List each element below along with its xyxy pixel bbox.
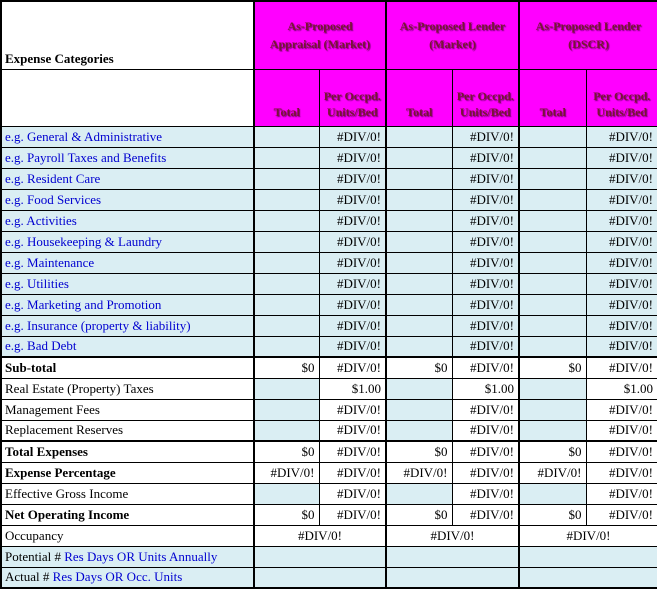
cell[interactable] [386,147,452,168]
table-row [1,420,657,441]
cell[interactable]: #DIV/0! [319,294,386,315]
cell[interactable] [519,315,586,336]
table-row [1,168,657,189]
cell[interactable]: #DIV/0! [586,399,657,420]
cell-merged[interactable] [254,567,386,588]
cell-merged[interactable] [519,546,657,567]
cell[interactable]: #DIV/0! [452,357,519,378]
cell[interactable]: #DIV/0! [319,357,386,378]
cell[interactable] [386,168,452,189]
cell[interactable] [386,126,452,147]
table-row [1,546,657,567]
table-row [1,252,657,273]
cell[interactable] [254,273,319,294]
cell[interactable] [254,231,319,252]
cell[interactable]: #DIV/0! [452,231,519,252]
cell[interactable]: #DIV/0! [452,273,519,294]
row-label[interactable] [1,546,254,567]
cell[interactable] [519,168,586,189]
row-label[interactable]: Occupancy [1,525,254,546]
cell[interactable]: #DIV/0! [319,231,386,252]
cell[interactable] [254,147,319,168]
cell[interactable]: $0 [254,441,319,462]
cell[interactable]: #DIV/0! [452,126,519,147]
cell[interactable]: #DIV/0! [319,273,386,294]
cell[interactable]: #DIV/0! [319,504,386,525]
cell[interactable]: #DIV/0! [319,168,386,189]
cell[interactable] [519,273,586,294]
cell-merged[interactable] [386,567,519,588]
cell[interactable]: $0 [386,357,452,378]
table-row [1,294,657,315]
row-label[interactable]: Replacement Reserves [1,420,254,441]
cell[interactable] [519,231,586,252]
cell-merged[interactable] [519,567,657,588]
group-header-appraisal-market[interactable]: As-Proposed Appraisal (Market) [254,1,386,69]
cell[interactable]: #DIV/0! [319,126,386,147]
group-header-row [1,1,657,69]
cell[interactable]: #DIV/0! [586,315,657,336]
table-row [1,126,657,147]
cell[interactable]: #DIV/0! [452,294,519,315]
cell[interactable]: $1.00 [452,378,519,399]
expense-categories-header[interactable]: Expense Categories [1,1,254,69]
cell[interactable]: #DIV/0! [452,441,519,462]
cell[interactable]: #DIV/0! [319,483,386,504]
table-row [1,462,657,483]
row-label[interactable]: Net Operating Income [1,504,254,525]
cell[interactable] [254,336,319,357]
table-row [1,273,657,294]
cell[interactable]: #DIV/0! [452,336,519,357]
row-label[interactable]: Management Fees [1,399,254,420]
cell[interactable]: $1.00 [319,378,386,399]
cell[interactable] [386,315,452,336]
cell[interactable]: $1.00 [586,378,657,399]
cell[interactable]: #DIV/0! [319,336,386,357]
cell[interactable]: $0 [519,504,586,525]
cell[interactable]: #DIV/0! [586,462,657,483]
table-row [1,378,657,399]
cell[interactable]: #DIV/0! [586,294,657,315]
row-label[interactable]: e.g. Utilities [1,273,254,294]
cell[interactable]: #DIV/0! [319,210,386,231]
cell[interactable] [519,147,586,168]
cell[interactable]: #DIV/0! [452,252,519,273]
cell-merged[interactable]: #DIV/0! [519,525,657,546]
cell[interactable]: #DIV/0! [319,189,386,210]
table-body [1,126,657,588]
cell[interactable]: #DIV/0! [586,357,657,378]
row-label[interactable]: e.g. Maintenance [1,252,254,273]
cell[interactable] [386,252,452,273]
cell[interactable]: #DIV/0! [586,420,657,441]
cell[interactable] [519,399,586,420]
cell[interactable]: #DIV/0! [319,462,386,483]
table-row [1,441,657,462]
cell-merged[interactable] [386,546,519,567]
cell[interactable] [519,126,586,147]
cell[interactable] [519,294,586,315]
table-row [1,504,657,525]
cell[interactable]: #DIV/0! [452,168,519,189]
cell[interactable]: #DIV/0! [319,147,386,168]
cell[interactable]: $0 [386,504,452,525]
cell[interactable]: #DIV/0! [319,252,386,273]
cell[interactable] [386,273,452,294]
cell[interactable]: #DIV/0! [319,315,386,336]
cell[interactable]: #DIV/0! [319,399,386,420]
row-label[interactable]: e.g. Marketing and Promotion [1,294,254,315]
cell[interactable]: #DIV/0! [452,420,519,441]
cell[interactable]: #DIV/0! [586,252,657,273]
cell[interactable] [254,210,319,231]
cell[interactable] [386,210,452,231]
cell[interactable]: #DIV/0! [586,441,657,462]
row-label[interactable]: e.g. Bad Debt [1,336,254,357]
cell[interactable]: #DIV/0! [586,147,657,168]
cell[interactable]: $0 [254,504,319,525]
row-label[interactable]: e.g. Food Services [1,189,254,210]
cell[interactable]: #DIV/0! [452,504,519,525]
cell[interactable] [386,420,452,441]
cell[interactable] [254,399,319,420]
per-occupied-line1: Per Occpd. [456,89,514,104]
cell[interactable]: #DIV/0! [254,462,319,483]
cell[interactable]: #DIV/0! [586,210,657,231]
cell[interactable]: $0 [519,357,586,378]
row-label[interactable]: e.g. General & Administrative [1,126,254,147]
cell[interactable] [519,336,586,357]
cell[interactable]: #DIV/0! [452,147,519,168]
row-label[interactable]: e.g. Payroll Taxes and Benefits [1,147,254,168]
per-occupied-line2: Units/Bed [596,105,648,120]
cell[interactable]: $0 [386,441,452,462]
table-row [1,315,657,336]
per-occupied-line2: Units/Bed [326,105,378,120]
cell[interactable]: #DIV/0! [586,126,657,147]
cell[interactable] [254,315,319,336]
cell[interactable] [386,483,452,504]
cell[interactable] [519,189,586,210]
total-header-appraisal[interactable]: Total [254,69,319,126]
cell[interactable] [519,483,586,504]
cell[interactable] [386,189,452,210]
cell[interactable]: $0 [519,441,586,462]
row-label-text: Res Days OR Occ. Units [52,569,183,585]
cell[interactable]: #DIV/0! [586,504,657,525]
cell[interactable]: #DIV/0! [452,210,519,231]
cell[interactable] [254,483,319,504]
row-label[interactable]: Sub-total [1,357,254,378]
row-label-prefix: Actual # [5,569,53,585]
table-row [1,357,657,378]
cell[interactable]: #DIV/0! [586,231,657,252]
cell[interactable]: #DIV/0! [586,336,657,357]
cell[interactable] [519,210,586,231]
cell[interactable] [519,252,586,273]
cell[interactable] [519,420,586,441]
table-row [1,189,657,210]
row-label-text: Res Days OR Units Annually [64,548,218,564]
cell[interactable] [386,294,452,315]
per-occupied-header-appraisal[interactable] [319,69,386,126]
cell-merged[interactable]: #DIV/0! [386,525,519,546]
cell[interactable] [254,420,319,441]
table-row [1,231,657,252]
row-label[interactable]: Effective Gross Income [1,483,254,504]
total-header-lender-market[interactable]: Total [386,69,452,126]
row-label[interactable]: e.g. Activities [1,210,254,231]
table-row [1,336,657,357]
cell[interactable]: #DIV/0! [586,168,657,189]
cell[interactable] [386,231,452,252]
cell-merged[interactable]: #DIV/0! [254,525,386,546]
cell[interactable] [254,189,319,210]
row-label[interactable]: Total Expenses [1,441,254,462]
per-occupied-header-lender-market[interactable] [452,69,519,126]
cell[interactable]: #DIV/0! [319,441,386,462]
per-occupied-line1: Per Occpd. [593,89,651,104]
cell[interactable]: #DIV/0! [452,315,519,336]
cell[interactable] [254,378,319,399]
cell[interactable]: $0 [254,357,319,378]
per-occupied-line1: Per Occpd. [323,89,381,104]
row-label[interactable]: e.g. Insurance (property & liability) [1,315,254,336]
cell[interactable]: #DIV/0! [586,483,657,504]
row-label[interactable] [1,567,254,588]
cell[interactable]: #DIV/0! [586,273,657,294]
cell[interactable]: #DIV/0! [452,462,519,483]
cell-merged[interactable] [254,546,386,567]
group-header-lender-dscr[interactable]: As-Proposed Lender (DSCR) [519,1,657,69]
cell[interactable]: #DIV/0! [319,420,386,441]
cell[interactable] [254,252,319,273]
table-row [1,399,657,420]
table-row [1,483,657,504]
cell[interactable]: #DIV/0! [586,189,657,210]
table-row [1,147,657,168]
cell[interactable]: #DIV/0! [452,399,519,420]
row-label[interactable]: e.g. Resident Care [1,168,254,189]
cell[interactable]: #DIV/0! [452,483,519,504]
cell[interactable] [254,168,319,189]
cell[interactable] [386,378,452,399]
table-row [1,210,657,231]
row-label[interactable]: e.g. Housekeeping & Laundry [1,231,254,252]
per-occupied-line2: Units/Bed [459,105,511,120]
group-header-lender-market[interactable]: As-Proposed Lender (Market) [386,1,519,69]
row-label-prefix: Potential # [5,548,65,564]
cell[interactable] [386,399,452,420]
per-occupied-header-lender-dscr[interactable] [586,69,657,126]
cell[interactable]: #DIV/0! [519,462,586,483]
table-row [1,567,657,588]
cell[interactable]: #DIV/0! [452,189,519,210]
cell[interactable] [254,126,319,147]
table-row [1,525,657,546]
sub-header-row [1,69,657,126]
row-label[interactable]: Expense Percentage [1,462,254,483]
corner-empty-cell[interactable] [1,69,254,126]
cell[interactable] [386,336,452,357]
row-label[interactable]: Real Estate (Property) Taxes [1,378,254,399]
total-header-lender-dscr[interactable]: Total [519,69,586,126]
cell[interactable] [519,378,586,399]
cell[interactable]: #DIV/0! [386,462,452,483]
cell[interactable] [254,294,319,315]
